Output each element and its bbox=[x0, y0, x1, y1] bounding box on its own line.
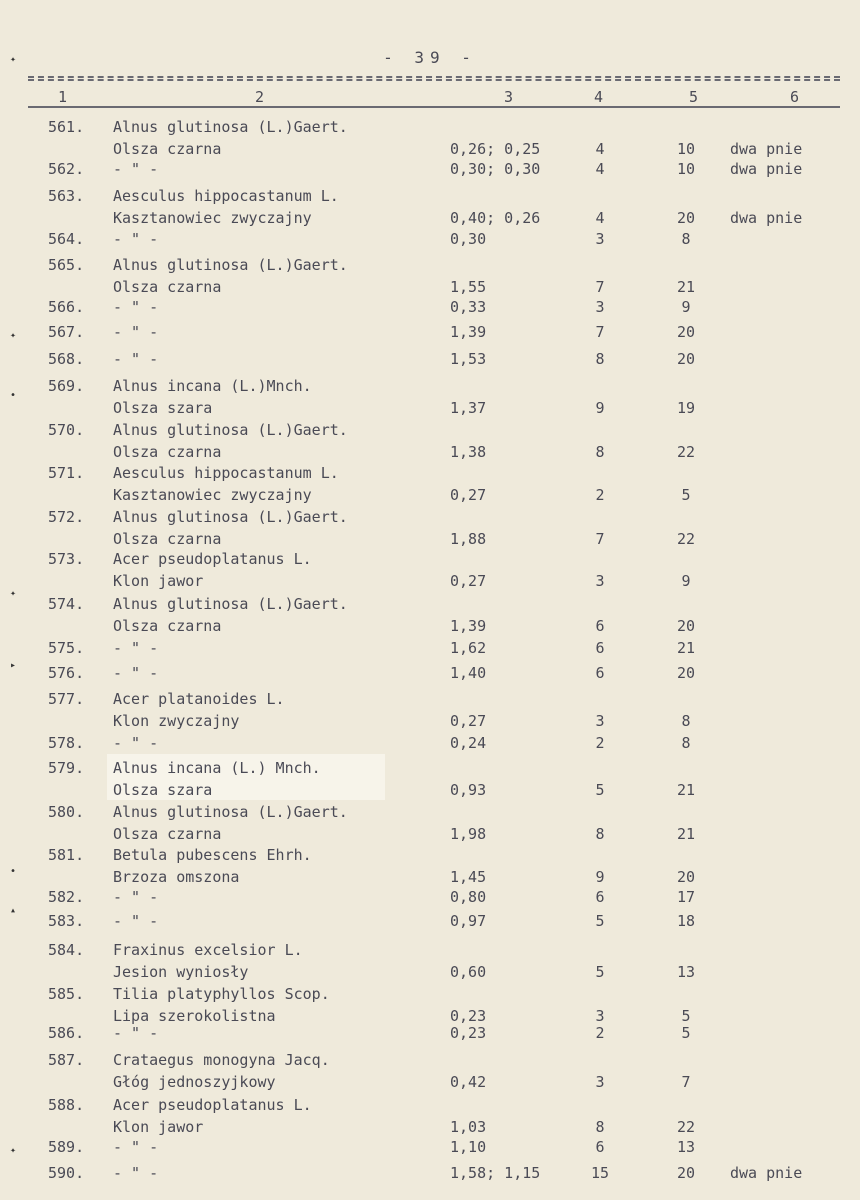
table-row-part bbox=[0, 1096, 860, 1118]
species-latin-name: - " - bbox=[113, 350, 159, 368]
species-latin-name: Aesculus hippocastanum L. bbox=[113, 187, 339, 205]
col-header-4: 4 bbox=[594, 88, 604, 106]
row-number: 561. bbox=[48, 118, 85, 136]
col4-value: 2 bbox=[595, 734, 605, 752]
header-rule bbox=[28, 76, 840, 78]
col-header-2: 2 bbox=[255, 88, 265, 106]
table-row-part bbox=[0, 1138, 860, 1160]
col4-value: 6 bbox=[595, 1138, 605, 1156]
species-common-name: Klon jawor bbox=[113, 572, 204, 590]
species-common-name: Olsza czarna bbox=[113, 825, 222, 843]
diameter-value: 1,45 bbox=[450, 868, 487, 886]
remarks-value: dwa pnie bbox=[730, 209, 803, 227]
species-latin-name: Fraxinus excelsior L. bbox=[113, 941, 303, 959]
col4-value: 8 bbox=[595, 825, 605, 843]
margin-mark: ✦ bbox=[10, 1145, 17, 1156]
diameter-value: 1,03 bbox=[450, 1118, 487, 1136]
table-row-part bbox=[0, 868, 860, 890]
diameter-value: 1,98 bbox=[450, 825, 487, 843]
table-row-part bbox=[0, 712, 860, 734]
species-latin-name: Acer pseudoplatanus L. bbox=[113, 1096, 312, 1114]
row-number: 572. bbox=[48, 508, 85, 526]
margin-mark: ✦ bbox=[10, 330, 17, 341]
diameter-value: 1,37 bbox=[450, 399, 487, 417]
species-latin-name: Acer platanoides L. bbox=[113, 690, 285, 708]
col5-value: 10 bbox=[676, 160, 696, 178]
col5-value: 21 bbox=[676, 278, 696, 296]
table-row-part bbox=[0, 464, 860, 486]
col5-value: 10 bbox=[676, 140, 696, 158]
diameter-value: 1,40 bbox=[450, 664, 487, 682]
col5-value: 18 bbox=[676, 912, 696, 930]
table-row-part bbox=[0, 399, 860, 421]
diameter-value: 1,55 bbox=[450, 278, 487, 296]
col5-value: 22 bbox=[676, 443, 696, 461]
row-number: 562. bbox=[48, 160, 85, 178]
row-number: 576. bbox=[48, 664, 85, 682]
species-latin-name: Aesculus hippocastanum L. bbox=[113, 464, 339, 482]
diameter-value: 1,62 bbox=[450, 639, 487, 657]
species-latin-name: - " - bbox=[113, 734, 159, 752]
species-latin-name: - " - bbox=[113, 1138, 159, 1156]
row-number: 567. bbox=[48, 323, 85, 341]
table-row-part bbox=[0, 617, 860, 639]
species-latin-name: Alnus incana (L.)Mnch. bbox=[113, 377, 312, 395]
col5-value: 20 bbox=[676, 1164, 696, 1182]
col4-value: 6 bbox=[595, 888, 605, 906]
col-header-6: 6 bbox=[790, 88, 800, 106]
table-row-part bbox=[0, 278, 860, 300]
diameter-value: 0,30; 0,30 bbox=[450, 160, 541, 178]
col5-value: 13 bbox=[676, 1138, 696, 1156]
table-row-part bbox=[0, 985, 860, 1007]
table-row-part bbox=[0, 443, 860, 465]
table-row-part bbox=[0, 846, 860, 868]
species-latin-name: - " - bbox=[113, 323, 159, 341]
col5-value: 20 bbox=[676, 664, 696, 682]
row-number: 588. bbox=[48, 1096, 85, 1114]
row-number: 573. bbox=[48, 550, 85, 568]
species-latin-name: - " - bbox=[113, 230, 159, 248]
row-number: 583. bbox=[48, 912, 85, 930]
row-number: 580. bbox=[48, 803, 85, 821]
row-number: 582. bbox=[48, 888, 85, 906]
col4-value: 6 bbox=[595, 617, 605, 635]
table-row-part bbox=[0, 1073, 860, 1095]
diameter-value: 0,30 bbox=[450, 230, 487, 248]
species-latin-name: Alnus glutinosa (L.)Gaert. bbox=[113, 595, 348, 613]
table-row-part bbox=[0, 256, 860, 278]
col5-value: 22 bbox=[676, 530, 696, 548]
row-number: 586. bbox=[48, 1024, 85, 1042]
page-number: - 39 - bbox=[383, 48, 477, 67]
row-number: 568. bbox=[48, 350, 85, 368]
table-row-part bbox=[0, 825, 860, 847]
col4-value: 5 bbox=[595, 781, 605, 799]
table-row-part bbox=[0, 350, 860, 372]
species-latin-name: Crataegus monogyna Jacq. bbox=[113, 1051, 330, 1069]
row-number: 589. bbox=[48, 1138, 85, 1156]
col5-value: 9 bbox=[681, 298, 691, 316]
remarks-value: dwa pnie bbox=[730, 1164, 803, 1182]
species-latin-name: Alnus glutinosa (L.)Gaert. bbox=[113, 118, 348, 136]
col5-value: 20 bbox=[676, 350, 696, 368]
row-number: 574. bbox=[48, 595, 85, 613]
diameter-value: 0,23 bbox=[450, 1024, 487, 1042]
table-row-part bbox=[0, 664, 860, 686]
col4-value: 3 bbox=[595, 1007, 605, 1025]
col5-value: 19 bbox=[676, 399, 696, 417]
table-row-part bbox=[0, 595, 860, 617]
species-latin-name: Alnus glutinosa (L.)Gaert. bbox=[113, 421, 348, 439]
species-common-name: Olsza czarna bbox=[113, 278, 222, 296]
table-row-part bbox=[0, 377, 860, 399]
species-latin-name: - " - bbox=[113, 912, 159, 930]
species-latin-name: Acer pseudoplatanus L. bbox=[113, 550, 312, 568]
diameter-value: 0,80 bbox=[450, 888, 487, 906]
species-common-name: Kasztanowiec zwyczajny bbox=[113, 209, 312, 227]
species-common-name: Olsza czarna bbox=[113, 617, 222, 635]
table-row-part bbox=[0, 486, 860, 508]
table-row-part bbox=[0, 639, 860, 661]
col4-value: 5 bbox=[595, 912, 605, 930]
table-row-part bbox=[0, 298, 860, 320]
row-number: 570. bbox=[48, 421, 85, 439]
diameter-value: 0,33 bbox=[450, 298, 487, 316]
table-row-part bbox=[0, 550, 860, 572]
row-number: 566. bbox=[48, 298, 85, 316]
margin-mark: ▸ bbox=[10, 660, 17, 671]
species-latin-name: - " - bbox=[113, 1024, 159, 1042]
col-header-3: 3 bbox=[504, 88, 514, 106]
species-common-name: Głóg jednoszyjkowy bbox=[113, 1073, 276, 1091]
col5-value: 21 bbox=[676, 825, 696, 843]
col5-value: 8 bbox=[681, 712, 691, 730]
table-row-part bbox=[0, 803, 860, 825]
diameter-value: 1,53 bbox=[450, 350, 487, 368]
col4-value: 2 bbox=[595, 486, 605, 504]
species-latin-name: Alnus incana (L.) Mnch. bbox=[113, 759, 321, 777]
col4-value: 4 bbox=[595, 209, 605, 227]
diameter-value: 0,27 bbox=[450, 712, 487, 730]
col4-value: 6 bbox=[595, 639, 605, 657]
row-number: 563. bbox=[48, 187, 85, 205]
row-number: 590. bbox=[48, 1164, 85, 1182]
diameter-value: 1,39 bbox=[450, 323, 487, 341]
species-latin-name: Betula pubescens Ehrh. bbox=[113, 846, 312, 864]
row-number: 587. bbox=[48, 1051, 85, 1069]
col4-value: 3 bbox=[595, 712, 605, 730]
row-number: 569. bbox=[48, 377, 85, 395]
margin-mark: • bbox=[10, 390, 17, 401]
col4-value: 7 bbox=[595, 323, 605, 341]
table-row-part bbox=[0, 759, 860, 781]
col5-value: 20 bbox=[676, 209, 696, 227]
species-common-name: Olsza szara bbox=[113, 781, 213, 799]
table-row-part bbox=[0, 1024, 860, 1046]
diameter-value: 0,42 bbox=[450, 1073, 487, 1091]
diameter-value: 1,88 bbox=[450, 530, 487, 548]
col5-value: 5 bbox=[681, 1007, 691, 1025]
col5-value: 21 bbox=[676, 781, 696, 799]
margin-mark: ✦ bbox=[10, 54, 17, 65]
table-row-part bbox=[0, 734, 860, 756]
col5-value: 20 bbox=[676, 868, 696, 886]
species-latin-name: - " - bbox=[113, 1164, 159, 1182]
diameter-value: 0,40; 0,26 bbox=[450, 209, 541, 227]
species-common-name: Klon zwyczajny bbox=[113, 712, 240, 730]
col4-value: 3 bbox=[595, 572, 605, 590]
margin-mark: • bbox=[10, 866, 17, 877]
species-common-name: Kasztanowiec zwyczajny bbox=[113, 486, 312, 504]
table-row-part bbox=[0, 187, 860, 209]
col5-value: 21 bbox=[676, 639, 696, 657]
row-number: 564. bbox=[48, 230, 85, 248]
species-common-name: Lipa szerokolistna bbox=[113, 1007, 276, 1025]
table-row-part bbox=[0, 941, 860, 963]
diameter-value: 1,38 bbox=[450, 443, 487, 461]
diameter-value: 1,39 bbox=[450, 617, 487, 635]
row-number: 585. bbox=[48, 985, 85, 1003]
col4-value: 6 bbox=[595, 664, 605, 682]
species-common-name: Olsza czarna bbox=[113, 530, 222, 548]
row-number: 565. bbox=[48, 256, 85, 274]
col5-value: 13 bbox=[676, 963, 696, 981]
margin-mark: ▴ bbox=[10, 905, 17, 916]
col5-value: 5 bbox=[681, 1024, 691, 1042]
table-row-part bbox=[0, 508, 860, 530]
row-number: 571. bbox=[48, 464, 85, 482]
species-common-name: Olsza szara bbox=[113, 399, 213, 417]
col4-value: 8 bbox=[595, 443, 605, 461]
table-row-part bbox=[0, 963, 860, 985]
species-latin-name: - " - bbox=[113, 664, 159, 682]
col4-value: 9 bbox=[595, 868, 605, 886]
col5-value: 8 bbox=[681, 230, 691, 248]
table-row-part bbox=[0, 1051, 860, 1073]
row-number: 578. bbox=[48, 734, 85, 752]
table-row-part bbox=[0, 912, 860, 934]
remarks-value: dwa pnie bbox=[730, 160, 803, 178]
col4-value: 8 bbox=[595, 350, 605, 368]
diameter-value: 0,27 bbox=[450, 486, 487, 504]
col4-value: 3 bbox=[595, 1073, 605, 1091]
table-row-part bbox=[0, 1118, 860, 1140]
species-latin-name: Alnus glutinosa (L.)Gaert. bbox=[113, 803, 348, 821]
header-rule bbox=[28, 79, 840, 81]
table-row-part bbox=[0, 140, 860, 162]
col-header-5: 5 bbox=[689, 88, 699, 106]
row-number: 579. bbox=[48, 759, 85, 777]
diameter-value: 0,23 bbox=[450, 1007, 487, 1025]
table-row-part bbox=[0, 230, 860, 252]
remarks-value: dwa pnie bbox=[730, 140, 803, 158]
diameter-value: 0,97 bbox=[450, 912, 487, 930]
col5-value: 22 bbox=[676, 1118, 696, 1136]
table-row-part bbox=[0, 118, 860, 140]
col4-value: 7 bbox=[595, 278, 605, 296]
header-rule bbox=[28, 106, 840, 108]
col4-value: 8 bbox=[595, 1118, 605, 1136]
diameter-value: 0,27 bbox=[450, 572, 487, 590]
species-common-name: Olsza czarna bbox=[113, 140, 222, 158]
species-common-name: Klon jawor bbox=[113, 1118, 204, 1136]
table-row-part bbox=[0, 160, 860, 182]
table-row-part bbox=[0, 323, 860, 345]
col4-value: 7 bbox=[595, 530, 605, 548]
species-common-name: Olsza czarna bbox=[113, 443, 222, 461]
species-latin-name: - " - bbox=[113, 298, 159, 316]
table-row-part bbox=[0, 888, 860, 910]
diameter-value: 0,24 bbox=[450, 734, 487, 752]
species-latin-name: - " - bbox=[113, 639, 159, 657]
col5-value: 8 bbox=[681, 734, 691, 752]
diameter-value: 0,26; 0,25 bbox=[450, 140, 541, 158]
species-common-name: Jesion wyniosły bbox=[113, 963, 249, 981]
row-number: 581. bbox=[48, 846, 85, 864]
row-number: 575. bbox=[48, 639, 85, 657]
col5-value: 5 bbox=[681, 486, 691, 504]
species-latin-name: Alnus glutinosa (L.)Gaert. bbox=[113, 508, 348, 526]
row-number: 584. bbox=[48, 941, 85, 959]
diameter-value: 0,60 bbox=[450, 963, 487, 981]
col4-value: 15 bbox=[590, 1164, 610, 1182]
col4-value: 3 bbox=[595, 298, 605, 316]
diameter-value: 1,58; 1,15 bbox=[450, 1164, 541, 1182]
col4-value: 9 bbox=[595, 399, 605, 417]
row-number: 577. bbox=[48, 690, 85, 708]
table-row-part bbox=[0, 530, 860, 552]
species-latin-name: - " - bbox=[113, 888, 159, 906]
col5-value: 7 bbox=[681, 1073, 691, 1091]
col4-value: 4 bbox=[595, 160, 605, 178]
diameter-value: 0,93 bbox=[450, 781, 487, 799]
table-row-part bbox=[0, 690, 860, 712]
table-row-part bbox=[0, 1164, 860, 1186]
col-header-1: 1 bbox=[58, 88, 68, 106]
margin-mark: ✦ bbox=[10, 588, 17, 599]
species-latin-name: - " - bbox=[113, 160, 159, 178]
species-latin-name: Tilia platyphyllos Scop. bbox=[113, 985, 330, 1003]
col4-value: 5 bbox=[595, 963, 605, 981]
species-latin-name: Alnus glutinosa (L.)Gaert. bbox=[113, 256, 348, 274]
col5-value: 20 bbox=[676, 617, 696, 635]
col5-value: 20 bbox=[676, 323, 696, 341]
species-common-name: Brzoza omszona bbox=[113, 868, 240, 886]
table-row-part bbox=[0, 572, 860, 594]
col5-value: 9 bbox=[681, 572, 691, 590]
col4-value: 2 bbox=[595, 1024, 605, 1042]
diameter-value: 1,10 bbox=[450, 1138, 487, 1156]
col4-value: 3 bbox=[595, 230, 605, 248]
col5-value: 17 bbox=[676, 888, 696, 906]
table-row-part bbox=[0, 421, 860, 443]
table-row-part bbox=[0, 781, 860, 803]
table-row-part bbox=[0, 209, 860, 231]
col4-value: 4 bbox=[595, 140, 605, 158]
